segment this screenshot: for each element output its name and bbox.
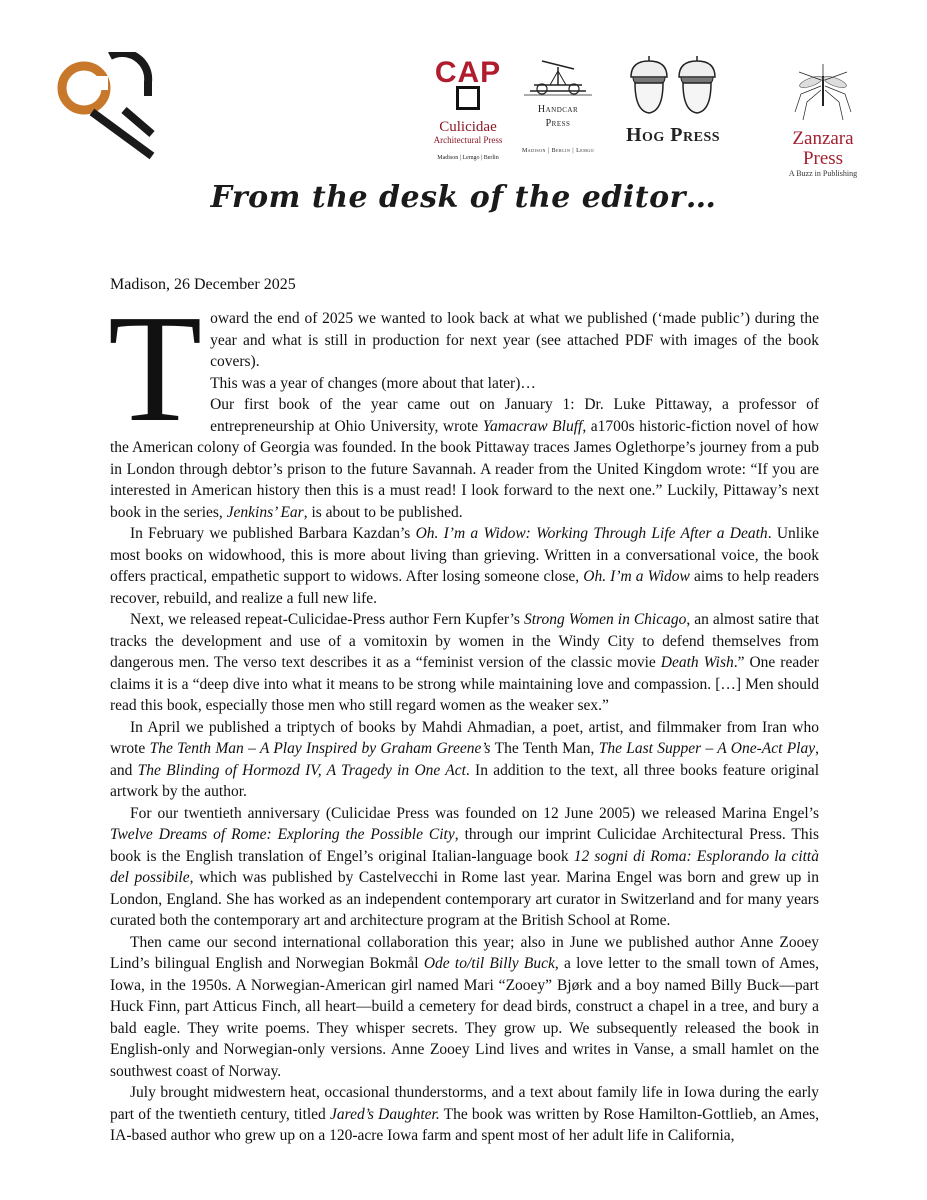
page-heading: From the desk of the editor… — [210, 180, 717, 215]
hog-name: Hog Press — [625, 124, 721, 146]
mosquito-icon — [793, 62, 853, 124]
handcar-cities: Madison | Berlin | Lemgo — [521, 148, 595, 154]
drop-cap: T — [108, 284, 203, 454]
zanzara-tagline: A Buzz in Publishing — [788, 169, 858, 178]
zanzara-name: Zanzara Press — [792, 128, 854, 169]
handcar-icon — [520, 55, 596, 97]
paragraph-3: Our first book of the year came out on January 1: Dr. Luke Pittaway, a professor of entrepreneurship at Ohio University, wrote Yamacraw Bluff, a1700s historic-fiction novel of how the American colony of Georgia was founded. In the book Pittaway traces James Oglethorpe’s journey from a pub in London through debtor’s prison to the future Savannah. A reader from the United Kingdom wrote: “If you are interested in American history then this is a must read! I look forward to the next one.” Luckily, Pittaway’s next book in the series, Jenkins’ Ear, is about to be published. — [110, 396, 819, 521]
cap-subtitle: Architectural Press — [433, 135, 503, 145]
cap-square-icon — [456, 86, 480, 110]
letter-date: Madison, 26 December 2025 — [110, 276, 296, 293]
paragraph-2: This was a year of changes (more about that later)… — [210, 374, 536, 392]
cap-cities: Madison | Lemgo | Berlin — [437, 155, 499, 161]
paragraph-1: Toward the end of 2025 we wanted to look back at what we published (‘made public’) during the year and what is still in production for next year (see attached PDF with images of the book covers). — [108, 284, 819, 454]
culicidae-architectural-press-logo — [428, 58, 508, 161]
acorns-icon — [625, 55, 721, 117]
cap-mark: CAP — [434, 56, 502, 89]
paragraph-8: Then came our second international collaboration this year; also in June we published author Anne Zooey Lind’s bilingual English and Norwegian Bokmål Ode to/til Billy Buck, a love letter to the small town of Ames, Iowa, in the 1950s. A Norwegian-American girl named Mari “Zooey” Bjørk and a boy named Billy Buck—part Huck Finn, part Atticus Finch, all heart—build a cemetery for dead birds, construct a chapel in a tree, and bury a bald eagle. They write poems. They whisper secrets. They grow up. We subsequently released the book in English-only and Norwegian-only versions. Anne Zooey Lind lives and writes in Vanse, a small hamlet on the southwest coast of Norway. — [110, 933, 820, 1080]
culicidae-press-logo — [52, 52, 162, 162]
paragraph-4: In February we published Barbara Kazdan’s Oh. I’m a Widow: Working Through Life After a Death. Unlike most books on widowhood, this is more about living than grieving. Written in a conversational voice, the book offers practical, empathetic support to widows. After losing someone close, Oh. I’m a Widow aims to help readers recover, rebuild, and realize a full new life. — [110, 525, 820, 607]
cap-name: Culicidae — [439, 119, 497, 135]
paragraph-9: July brought midwestern heat, occasional thunderstorms, and a text about family life in Iowa during the early part of the twentieth century, titled Jared’s Daughter. The book was written by Rose Hamilton-Gottlieb, an Ames, IA-based author who grew up on a 120-acre Iowa farm and spent most of her adult life in California, — [110, 1084, 820, 1144]
paragraph-6: In April we published a triptych of books by Mahdi Ahmadian, a poet, artist, and filmmaker from Iran who wrote The Tenth Man – A Play Inspired by Graham Greene’s The Tenth Man, The Last Supper – A One-Act Play, and The Blinding of Hormozd IV, A Tragedy in One Act. In addition to the text, all three books feature original artwork by the author. — [110, 718, 819, 800]
handcar-press-logo — [518, 55, 598, 154]
handcar-name-line2: Press — [545, 118, 571, 129]
zanzara-press-logo — [778, 62, 868, 178]
paragraph-7: For our twentieth anniversary (Culicidae Press was founded on 12 June 2005) we released Marina Engel’s Twelve Dreams of Rome: Exploring the Possible City, through our imprint Culicidae Architectural Press. This book is the English translation of Engel’s original Italian-language book 12 sogni di Roma: Esplorando la città del possibile, which was published by Castelvecchi in Rome last year. Marina Engel was born and grew up in London, England. She has worked as an independent contemporary art curator in Switzerland and for many years curated both the contemporary art and architecture program at the British School at Rome. — [110, 804, 819, 929]
handcar-name-line1: Handcar — [537, 104, 579, 115]
hog-press-logo — [618, 55, 728, 147]
paragraph-5: Next, we released repeat-Culicidae-Press author Fern Kupfer’s Strong Women in Chicago, an almost satire that tracks the development and use of a vomitoxin by women in the Windy City to defend themselves from dangerous men. The verso text describes it as a “feminist version of the classic movie Death Wish.” One reader claims it is a “deep dive into what it means to be strong while maintaining love and compassion. […] Men should read this book, especially those men who still regard women as the weaker sex.” — [110, 611, 819, 714]
